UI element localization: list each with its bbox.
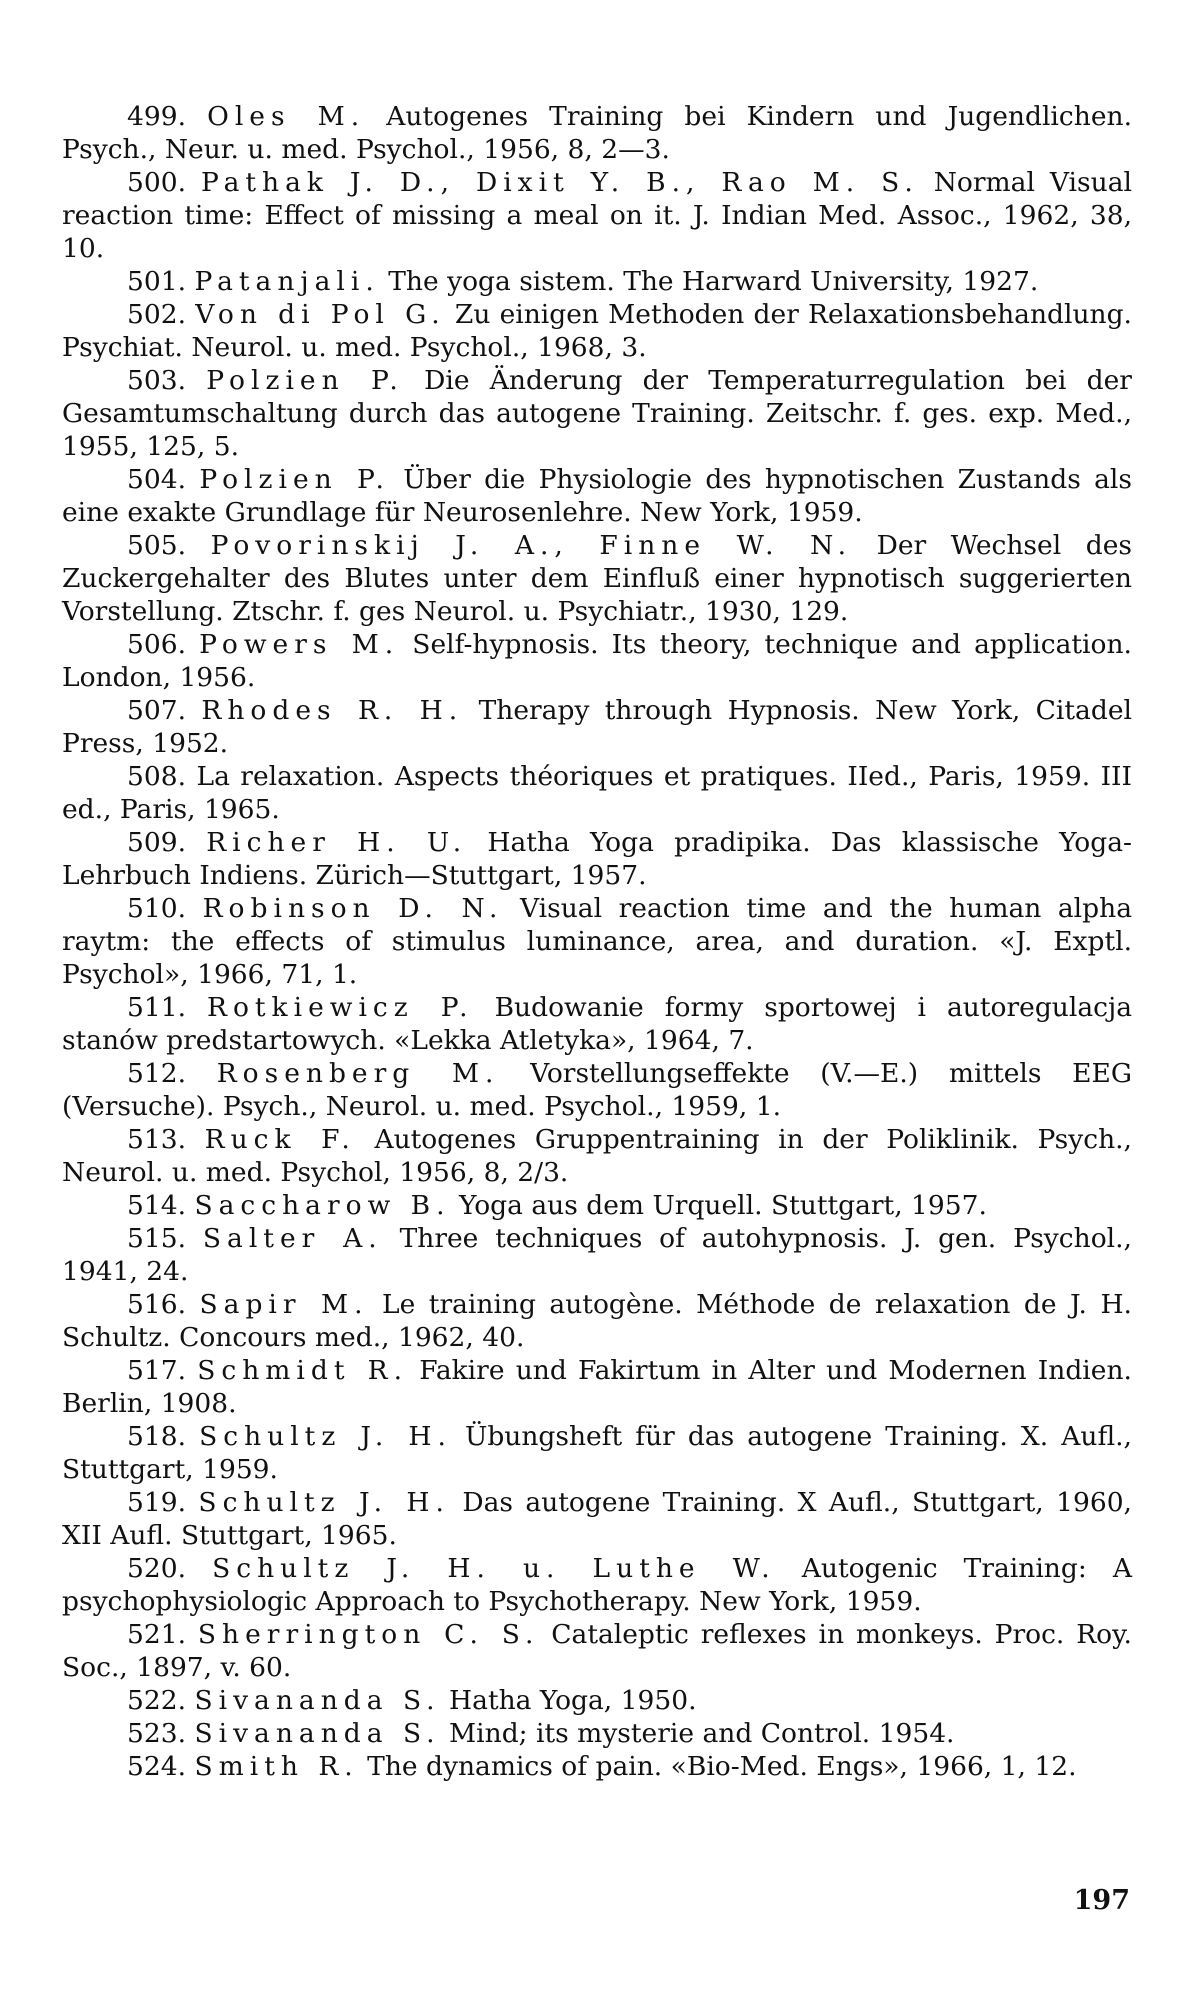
entry-text: Cataleptic reflexes in monkeys. Proc. Roy. Soc., 1897, v. 60. [62,1619,1132,1683]
bibliography-entry [62,1057,1132,1123]
entry-number: 506. [127,629,187,660]
entry-text: Mind; its mysterie and Control. 1954. [449,1718,955,1749]
entry-author: Von di Pol G. [195,299,446,330]
entry-text: Self-hypnosis. Its theory, technique and application. London, 1956. [62,629,1132,693]
entry-text: Das autogene Training. X Aufl., Stuttgart, 1960, XII Aufl. Stuttgart, 1965. [62,1487,1132,1551]
entry-author: Sivananda S. [194,1718,441,1749]
bibliography-entry [62,1717,1132,1750]
entry-text: Fakire und Fakirtum in Alter und Modernen Indien. Berlin, 1908. [62,1355,1132,1419]
entry-text: Three techniques of autohypnosis. J. gen. Psychol., 1941, 24. [62,1223,1132,1287]
bibliography-entry [62,463,1132,529]
entry-author: Powers M. [199,629,400,660]
bibliography-entry [62,529,1132,628]
entry-author: Sapir M. [199,1289,369,1320]
entry-number: 516. [127,1289,187,1320]
bibliography-entry [62,991,1132,1057]
entry-text: Übungsheft für das autogene Training. X. Aufl., Stuttgart, 1959. [62,1421,1132,1485]
bibliography-entry [62,100,1132,166]
entry-number: 524. [127,1751,187,1782]
bibliography-entry [62,1684,1132,1717]
bibliography-entry [62,298,1132,364]
entry-text: Yoga aus dem Urquell. Stuttgart, 1957. [459,1190,987,1221]
bibliography-entry [62,1189,1132,1222]
entry-text: La relaxation. Aspects théoriques et pratiques. IIed., Paris, 1959. III ed., Paris, 1965. [62,761,1132,825]
entry-text: Zu einigen Methoden der Relaxationsbehandlung. Psychiat. Neurol. u. med. Psychol., 1968, 3. [62,299,1132,363]
entry-number: 501. [127,266,187,297]
entry-number: 518. [127,1421,187,1452]
entry-number: 520. [127,1553,187,1584]
entry-number: 519. [127,1487,187,1518]
bibliography-entry [62,628,1132,694]
entry-text: Autogenes Gruppentraining in der Poliklinik. Psych., Neurol. u. med. Psychol, 1956, 8, 2/3. [62,1124,1132,1188]
entry-author: Schultz J. H. [199,1421,452,1452]
bibliography-entry [62,265,1132,298]
bibliography-entry [62,1618,1132,1684]
entry-number: 511. [127,992,187,1023]
entry-number: 502. [127,299,187,330]
entry-number: 515. [127,1223,187,1254]
entry-text: Autogenic Training: A psychophysiologic Approach to Psychotherapy. New York, 1959. [62,1553,1132,1617]
entry-number: 513. [127,1124,187,1155]
entry-author: Schultz J. H. [198,1487,450,1518]
entry-author: Patanjali. [194,266,380,297]
entry-number: 510. [127,893,187,924]
bibliography-entry [62,892,1132,991]
bibliography-entry [62,1420,1132,1486]
entry-number: 505. [127,530,187,561]
entry-text: Therapy through Hypnosis. New York, Citadel Press, 1952. [62,695,1132,759]
bibliography-entry [62,1354,1132,1420]
bibliography-entry [62,1288,1132,1354]
entry-number: 522. [127,1685,187,1716]
entry-text: Normal Visual reaction time: Effect of missing a meal on it. J. Indian Med. Assoc., 1962, 38, 10. [62,167,1132,264]
entry-author: Sivananda S. [194,1685,441,1716]
entry-author: Schmidt R. [197,1355,409,1386]
entry-number: 499. [127,101,187,132]
entry-text: The dynamics of pain. «Bio-Med. Engs», 1966, 1, 12. [367,1751,1077,1782]
entry-author: Schultz J. H. u. Luthe W. [212,1553,776,1584]
entry-number: 508. [127,761,187,792]
entry-text: Hatha Yoga, 1950. [449,1685,697,1716]
bibliography-entry [62,694,1132,760]
bibliography-entry [62,364,1132,463]
bibliography-entry [62,760,1132,826]
entry-number: 523. [127,1718,187,1749]
entry-author: Rhodes R. H. [201,695,464,726]
entry-text: Über die Physiologie des hypnotischen Zustands als eine exakte Grundlage für Neurosenlehre. New York, 1959. [62,464,1132,528]
entry-text: The yoga sistem. The Harward University, 1927. [388,266,1039,297]
entry-author: Rosenberg M. [216,1058,500,1089]
entry-text: Hatha Yoga pradipika. Das klassische Yoga-Lehrbuch Indiens. Zürich—Stuttgart, 1957. [62,827,1132,891]
entry-text: Die Änderung der Temperaturregulation bei der Gesamtumschaltung durch das autogene Training. Zeitschr. f. ges. exp. Med., 1955, 125, 5. [62,365,1132,462]
entry-number: 514. [127,1190,187,1221]
entry-text: Vorstellungseffekte (V.—E.) mittels EEG (Versuche). Psych., Neurol. u. med. Psychol., 1959, 1. [62,1058,1132,1122]
bibliography-entry [62,1552,1132,1618]
entry-text: Der Wechsel des Zuckergehalter des Blutes unter dem Einfluß einer hypnotisch suggerierten Vorstellung. Ztschr. f. ges Neurol. u. Psychiatr., 1930, 129. [62,530,1132,627]
entry-author: Sherrington C. S. [197,1619,540,1650]
bibliography-entry [62,1222,1132,1288]
bibliography-entry [62,1486,1132,1552]
entry-number: 512. [127,1058,187,1089]
entry-author: Saccharow B. [194,1190,451,1221]
bibliography-entry [62,1123,1132,1189]
entry-author: Ruck F. [204,1124,356,1155]
entry-number: 521. [127,1619,187,1650]
entry-author: Richer H. U. [206,827,468,858]
entry-number: 500. [127,167,187,198]
entry-author: Povorinskij J. A., Finne W. N. [210,530,853,561]
entry-number: 517. [127,1355,187,1386]
entry-author: Polzien P. [206,365,404,396]
entry-number: 504. [127,464,187,495]
entry-text: Budowanie formy sportowej i autoregulacja stanów predstartowych. «Lekka Atletyka», 1964, 7. [62,992,1132,1056]
entry-number: 503. [127,365,187,396]
entry-text: Visual reaction time and the human alpha raytm: the effects of stimulus luminance, area, and duration. «J. Exptl. Psychol», 1966, 71, 1. [62,893,1132,990]
entry-author: Oles M. [207,101,366,132]
bibliography-list [62,100,1132,1783]
page-number: 197 [1073,1885,1130,1916]
bibliography-entry [62,826,1132,892]
entry-text: Autogenes Training bei Kindern und Jugendlichen. Psych., Neur. u. med. Psychol., 1956, 8, 2—3. [62,101,1132,165]
entry-text: Le training autogène. Méthode de relaxation de J. H. Schultz. Concours med., 1962, 40. [62,1289,1132,1353]
entry-author: Smith R. [194,1751,359,1782]
bibliography-entry [62,1750,1132,1783]
bibliography-entry [62,166,1132,265]
entry-author: Pathak J. D., Dixit Y. B., Rao M. S. [200,167,919,198]
entry-number: 509. [127,827,187,858]
entry-author: Robinson D. N. [202,893,504,924]
entry-author: Salter A. [202,1223,383,1254]
entry-number: 507. [127,695,187,726]
entry-author: Polzien P. [199,464,390,495]
entry-author: Rotkiewicz P. [207,992,474,1023]
